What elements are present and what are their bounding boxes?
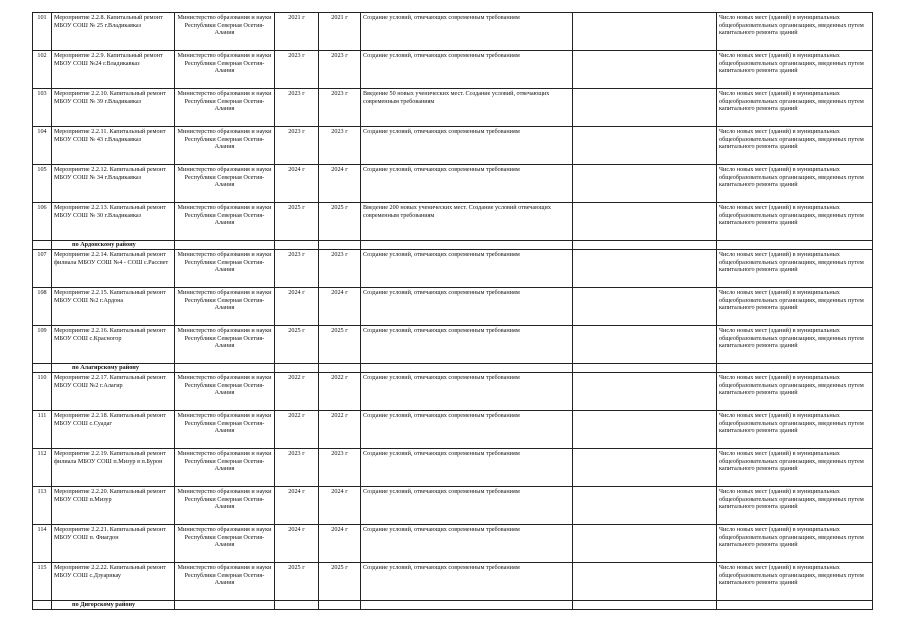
table-row <box>33 288 873 326</box>
executor-cell: Министерство образования и науки Республики Северная Осетия-Алания <box>175 288 275 326</box>
expected-result-cell: Создание условий, отвечающих современным требованиям <box>361 127 573 165</box>
start-year-cell: 2025 г <box>275 563 319 601</box>
empty-cell <box>361 364 573 373</box>
event-name-cell: Мероприятие 2.2.11. Капитальный ремонт МБОУ СОШ № 43 г.Владикавказ <box>52 127 175 165</box>
empty-cell <box>275 601 319 610</box>
program-events-table <box>32 12 873 610</box>
table-body <box>33 13 873 610</box>
indicator-cell: Число новых мест (зданий) в муниципальных общеобразовательных организациях, введенных путем капитального ремонта зданий <box>717 411 873 449</box>
section-title: по Ардонскому району <box>52 241 175 250</box>
executor-cell: Министерство образования и науки Республики Северная Осетия-Алания <box>175 89 275 127</box>
start-year-cell: 2023 г <box>275 127 319 165</box>
row-number-cell: 110 <box>33 373 52 411</box>
start-year-cell: 2025 г <box>275 203 319 241</box>
executor-cell: Министерство образования и науки Республики Северная Осетия-Алания <box>175 127 275 165</box>
empty-cell <box>573 241 717 250</box>
indicator-cell: Число новых мест (зданий) в муниципальных общеобразовательных организациях, введенных путем капитального ремонта зданий <box>717 563 873 601</box>
expected-result-cell: Создание условий, отвечающих современным требованиям <box>361 449 573 487</box>
empty-cell <box>175 241 275 250</box>
executor-cell: Министерство образования и науки Республики Северная Осетия-Алания <box>175 250 275 288</box>
expected-result-cell: Введение 50 новых ученических мест. Создание условий, отвечающих современным требованиям <box>361 89 573 127</box>
row-number-cell: 107 <box>33 250 52 288</box>
row-number-cell: 111 <box>33 411 52 449</box>
executor-cell: Министерство образования и науки Республики Северная Осетия-Алания <box>175 13 275 51</box>
start-year-cell: 2024 г <box>275 288 319 326</box>
executor-cell: Министерство образования и науки Республики Северная Осетия-Алания <box>175 165 275 203</box>
indicator-cell: Число новых мест (зданий) в муниципальных общеобразовательных организациях, введенных путем капитального ремонта зданий <box>717 449 873 487</box>
empty-cell <box>175 364 275 373</box>
expected-result-cell: Создание условий, отвечающих современным требованиям <box>361 525 573 563</box>
event-name-cell: Мероприятие 2.2.22. Капитальный ремонт МБОУ СОШ с.Дзуарикау <box>52 563 175 601</box>
start-year-cell: 2023 г <box>275 449 319 487</box>
link-to-indicators-cell <box>573 89 717 127</box>
table-row <box>33 89 873 127</box>
event-name-cell: Мероприятие 2.2.19. Капитальный ремонт филиала МБОУ СОШ п.Мизур в п.Бурон <box>52 449 175 487</box>
empty-cell <box>573 601 717 610</box>
link-to-indicators-cell <box>573 525 717 563</box>
row-number-cell: 112 <box>33 449 52 487</box>
link-to-indicators-cell <box>573 411 717 449</box>
empty-cell <box>717 241 873 250</box>
link-to-indicators-cell <box>573 449 717 487</box>
table-row <box>33 449 873 487</box>
start-year-cell: 2024 г <box>275 525 319 563</box>
row-number-cell: 103 <box>33 89 52 127</box>
empty-cell <box>319 601 361 610</box>
expected-result-cell: Создание условий, отвечающих современным требованиям <box>361 51 573 89</box>
link-to-indicators-cell <box>573 288 717 326</box>
end-year-cell: 2022 г <box>319 373 361 411</box>
indicator-cell: Число новых мест (зданий) в муниципальных общеобразовательных организациях, введенных путем капитального ремонта зданий <box>717 13 873 51</box>
row-number-cell: 104 <box>33 127 52 165</box>
table-row <box>33 373 873 411</box>
empty-cell <box>275 241 319 250</box>
start-year-cell: 2022 г <box>275 373 319 411</box>
section-row <box>33 241 873 250</box>
executor-cell: Министерство образования и науки Республики Северная Осетия-Алания <box>175 487 275 525</box>
indicator-cell: Число новых мест (зданий) в муниципальных общеобразовательных организациях, введенных путем капитального ремонта зданий <box>717 250 873 288</box>
link-to-indicators-cell <box>573 127 717 165</box>
end-year-cell: 2025 г <box>319 326 361 364</box>
start-year-cell: 2024 г <box>275 165 319 203</box>
end-year-cell: 2024 г <box>319 525 361 563</box>
end-year-cell: 2024 г <box>319 288 361 326</box>
event-name-cell: Мероприятие 2.2.16. Капитальный ремонт МБОУ СОШ с.Красногор <box>52 326 175 364</box>
end-year-cell: 2024 г <box>319 165 361 203</box>
table-row <box>33 13 873 51</box>
event-name-cell: Мероприятие 2.2.12. Капитальный ремонт МБОУ СОШ № 34 г.Владикавказ <box>52 165 175 203</box>
row-number-cell: 115 <box>33 563 52 601</box>
indicator-cell: Число новых мест (зданий) в муниципальных общеобразовательных организациях, введенных путем капитального ремонта зданий <box>717 89 873 127</box>
empty-cell <box>175 601 275 610</box>
expected-result-cell: Создание условий, отвечающих современным требованиям <box>361 563 573 601</box>
empty-cell <box>319 241 361 250</box>
section-row <box>33 601 873 610</box>
link-to-indicators-cell <box>573 203 717 241</box>
table-row <box>33 250 873 288</box>
table-row <box>33 51 873 89</box>
section-row <box>33 364 873 373</box>
expected-result-cell: Создание условий, отвечающих современным требованиям <box>361 250 573 288</box>
indicator-cell: Число новых мест (зданий) в муниципальных общеобразовательных организациях, введенных путем капитального ремонта зданий <box>717 51 873 89</box>
row-number-cell: 114 <box>33 525 52 563</box>
empty-cell <box>33 601 52 610</box>
executor-cell: Министерство образования и науки Республики Северная Осетия-Алания <box>175 326 275 364</box>
indicator-cell: Число новых мест (зданий) в муниципальных общеобразовательных организациях, введенных путем капитального ремонта зданий <box>717 326 873 364</box>
executor-cell: Министерство образования и науки Республики Северная Осетия-Алания <box>175 563 275 601</box>
event-name-cell: Мероприятие 2.2.17. Капитальный ремонт МБОУ СОШ №2 г.Алагир <box>52 373 175 411</box>
empty-cell <box>717 601 873 610</box>
event-name-cell: Мероприятие 2.2.21. Капитальный ремонт МБОУ СОШ п. Фиагдон <box>52 525 175 563</box>
document-page <box>32 12 872 610</box>
event-name-cell: Мероприятие 2.2.9. Капитальный ремонт МБОУ СОШ №24 г.Владикавказ <box>52 51 175 89</box>
indicator-cell: Число новых мест (зданий) в муниципальных общеобразовательных организациях, введенных путем капитального ремонта зданий <box>717 525 873 563</box>
table-row <box>33 203 873 241</box>
expected-result-cell: Создание условий, отвечающих современным требованиям <box>361 411 573 449</box>
link-to-indicators-cell <box>573 13 717 51</box>
row-number-cell: 105 <box>33 165 52 203</box>
end-year-cell: 2025 г <box>319 563 361 601</box>
empty-cell <box>33 364 52 373</box>
row-number-cell: 106 <box>33 203 52 241</box>
end-year-cell: 2023 г <box>319 250 361 288</box>
expected-result-cell: Создание условий, отвечающих современным требованиям <box>361 13 573 51</box>
expected-result-cell: Введение 200 новых ученических мест. Создание условий отвечающих современным требованиям <box>361 203 573 241</box>
row-number-cell: 102 <box>33 51 52 89</box>
expected-result-cell: Создание условий, отвечающих современным требованиям <box>361 373 573 411</box>
link-to-indicators-cell <box>573 563 717 601</box>
table-row <box>33 487 873 525</box>
end-year-cell: 2025 г <box>319 203 361 241</box>
empty-cell <box>361 241 573 250</box>
event-name-cell: Мероприятие 2.2.8. Капитальный ремонт МБОУ СОШ № 25 г.Владикавказ <box>52 13 175 51</box>
start-year-cell: 2023 г <box>275 51 319 89</box>
empty-cell <box>717 364 873 373</box>
indicator-cell: Число новых мест (зданий) в муниципальных общеобразовательных организациях, введенных путем капитального ремонта зданий <box>717 203 873 241</box>
row-number-cell: 113 <box>33 487 52 525</box>
executor-cell: Министерство образования и науки Республики Северная Осетия-Алания <box>175 411 275 449</box>
start-year-cell: 2025 г <box>275 326 319 364</box>
empty-cell <box>275 364 319 373</box>
executor-cell: Министерство образования и науки Республики Северная Осетия-Алания <box>175 373 275 411</box>
executor-cell: Министерство образования и науки Республики Северная Осетия-Алания <box>175 525 275 563</box>
section-title: по Алагирскому району <box>52 364 175 373</box>
indicator-cell: Число новых мест (зданий) в муниципальных общеобразовательных организациях, введенных путем капитального ремонта зданий <box>717 165 873 203</box>
row-number-cell: 101 <box>33 13 52 51</box>
event-name-cell: Мероприятие 2.2.14. Капитальный ремонт филиала МБОУ СОШ №4 - СОШ с.Рассвет <box>52 250 175 288</box>
event-name-cell: Мероприятие 2.2.13. Капитальный ремонт МБОУ СОШ № 30 г.Владикавказ <box>52 203 175 241</box>
event-name-cell: Мероприятие 2.2.20. Капитальный ремонт МБОУ СОШ п.Мизур <box>52 487 175 525</box>
empty-cell <box>361 601 573 610</box>
start-year-cell: 2023 г <box>275 250 319 288</box>
table-row <box>33 563 873 601</box>
link-to-indicators-cell <box>573 165 717 203</box>
link-to-indicators-cell <box>573 487 717 525</box>
event-name-cell: Мероприятие 2.2.10. Капитальный ремонт МБОУ СОШ № 39 г.Владикавказ <box>52 89 175 127</box>
table-row <box>33 326 873 364</box>
executor-cell: Министерство образования и науки Республики Северная Осетия-Алания <box>175 203 275 241</box>
end-year-cell: 2022 г <box>319 411 361 449</box>
end-year-cell: 2021 г <box>319 13 361 51</box>
link-to-indicators-cell <box>573 250 717 288</box>
end-year-cell: 2024 г <box>319 487 361 525</box>
start-year-cell: 2022 г <box>275 411 319 449</box>
expected-result-cell: Создание условий, отвечающих современным требованиям <box>361 288 573 326</box>
indicator-cell: Число новых мест (зданий) в муниципальных общеобразовательных организациях, введенных путем капитального ремонта зданий <box>717 288 873 326</box>
indicator-cell: Число новых мест (зданий) в муниципальных общеобразовательных организациях, введенных путем капитального ремонта зданий <box>717 373 873 411</box>
expected-result-cell: Создание условий, отвечающих современным требованиям <box>361 326 573 364</box>
start-year-cell: 2021 г <box>275 13 319 51</box>
link-to-indicators-cell <box>573 51 717 89</box>
end-year-cell: 2023 г <box>319 127 361 165</box>
end-year-cell: 2023 г <box>319 89 361 127</box>
link-to-indicators-cell <box>573 326 717 364</box>
section-title: по Дигорскому району <box>52 601 175 610</box>
executor-cell: Министерство образования и науки Республики Северная Осетия-Алания <box>175 449 275 487</box>
row-number-cell: 108 <box>33 288 52 326</box>
end-year-cell: 2023 г <box>319 449 361 487</box>
event-name-cell: Мероприятие 2.2.18. Капитальный ремонт МБОУ СОШ с.Суадаг <box>52 411 175 449</box>
end-year-cell: 2023 г <box>319 51 361 89</box>
empty-cell <box>33 241 52 250</box>
table-row <box>33 127 873 165</box>
table-row <box>33 525 873 563</box>
event-name-cell: Мероприятие 2.2.15. Капитальный ремонт МБОУ СОШ №2 г.Ардона <box>52 288 175 326</box>
expected-result-cell: Создание условий, отвечающих современным требованиям <box>361 165 573 203</box>
indicator-cell: Число новых мест (зданий) в муниципальных общеобразовательных организациях, введенных путем капитального ремонта зданий <box>717 127 873 165</box>
indicator-cell: Число новых мест (зданий) в муниципальных общеобразовательных организациях, введенных путем капитального ремонта зданий <box>717 487 873 525</box>
executor-cell: Министерство образования и науки Республики Северная Осетия-Алания <box>175 51 275 89</box>
start-year-cell: 2023 г <box>275 89 319 127</box>
empty-cell <box>573 364 717 373</box>
row-number-cell: 109 <box>33 326 52 364</box>
table-row <box>33 411 873 449</box>
link-to-indicators-cell <box>573 373 717 411</box>
table-row <box>33 165 873 203</box>
expected-result-cell: Создание условий, отвечающих современным требованиям <box>361 487 573 525</box>
empty-cell <box>319 364 361 373</box>
start-year-cell: 2024 г <box>275 487 319 525</box>
